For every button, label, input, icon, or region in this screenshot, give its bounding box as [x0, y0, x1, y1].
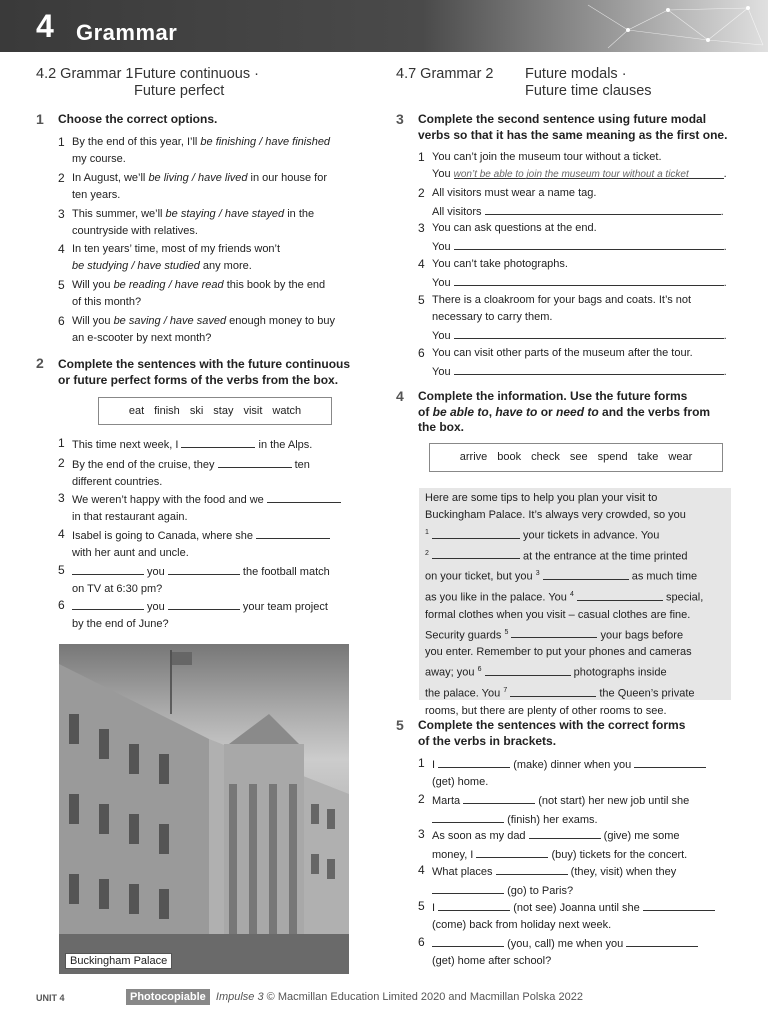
answer-blank[interactable] — [511, 625, 597, 638]
unit-number: 4 — [36, 8, 54, 44]
verb-box: arrive book check see spend take wear — [429, 443, 723, 472]
answer-blank[interactable] — [432, 526, 520, 539]
answer-blank[interactable] — [72, 562, 144, 575]
answer-blank[interactable] — [476, 845, 548, 858]
right-section-heading: 4.7 Grammar 2 Future modals · Future time clauses — [396, 66, 652, 99]
answer-blank[interactable] — [432, 881, 504, 894]
answer-blank[interactable] — [432, 546, 520, 559]
photo-caption: Buckingham Palace — [65, 953, 172, 969]
answer-blank[interactable] — [485, 202, 721, 215]
answer-blank[interactable] — [267, 490, 341, 503]
palace-illustration-icon — [59, 644, 349, 974]
answer-blank[interactable] — [577, 588, 663, 601]
answer-blank[interactable] — [529, 826, 601, 839]
exercise-2-number: 2 — [36, 355, 44, 371]
answer-blank[interactable] — [543, 567, 629, 580]
answer-blank[interactable] — [181, 435, 255, 448]
page-title: Grammar — [76, 20, 178, 45]
network-decoration-icon — [568, 0, 768, 52]
exercise-3-instruction: Complete the second sentence using future modal verbs so that it has the same meaning as the first one. — [418, 112, 728, 142]
answer-blank[interactable] — [256, 526, 330, 539]
exercise-5-instruction: Complete the sentences with the correct forms of the verbs in brackets. — [418, 718, 686, 748]
exercise-1-instruction: Choose the correct options. — [58, 112, 218, 126]
exercise-1-number: 1 — [36, 111, 44, 127]
left-section-heading: 4.2 Grammar 1Future continuous · Future perfect — [36, 66, 259, 99]
answer-blank[interactable] — [510, 684, 596, 697]
footer-copyright: Photocopiable Impulse 3 © Macmillan Education Limited 2020 and Macmillan Polska 2022 — [126, 991, 583, 1003]
answer-blank[interactable] — [72, 597, 144, 610]
exercise-4-instruction: Complete the information. Use the future forms of be able to, have to or need to and the verbs from the box. — [418, 389, 711, 434]
answer-blank[interactable] — [454, 273, 724, 286]
footer-unit: UNIT 4 — [36, 993, 65, 1003]
answer-blank[interactable] — [168, 597, 240, 610]
verb-box: eat finish ski stay visit watch — [98, 397, 332, 425]
photocopiable-badge: Photocopiable — [126, 989, 210, 1005]
exercise-5-number: 5 — [396, 717, 404, 733]
answer-blank[interactable] — [218, 455, 292, 468]
answer-blank[interactable] — [432, 934, 504, 947]
answer-blank[interactable] — [634, 755, 706, 768]
answer-blank[interactable] — [463, 791, 535, 804]
answer-blank[interactable] — [485, 663, 571, 676]
exercise-3-number: 3 — [396, 111, 404, 127]
tips-text-box: Here are some tips to help you plan your visit to Buckingham Palace. It’s always very crowded, so you $^1$ your tickets in advance. You $^2$ at the entrance at the time printed on your ticket, but you $^3$ as much time as you like in the palace. You $^4$ special, formal clothes when you visit – casual clothes are fine. Security guards $^5$ your bags before you enter. Remember to put your phones and cameras away; you $^6$ photographs inside the palace. You $^7$ the Queen’s private rooms, but there are plenty of other rooms to see. — [419, 488, 731, 700]
answer-blank[interactable] — [454, 237, 724, 250]
answer-blank[interactable]: won’t be able to join the museum tour without a ticket — [454, 166, 724, 179]
answer-blank[interactable] — [438, 898, 510, 911]
answer-blank[interactable] — [432, 810, 504, 823]
answer-blank[interactable] — [626, 934, 698, 947]
exercise-4-number: 4 — [396, 388, 404, 404]
answer-blank[interactable] — [454, 362, 724, 375]
answer-blank[interactable] — [168, 562, 240, 575]
page-header — [0, 0, 768, 52]
exercise-2-instruction: Complete the sentences with the future continuous or future perfect forms of the verbs from the box. — [58, 357, 351, 387]
answer-blank[interactable] — [643, 898, 715, 911]
buckingham-palace-photo — [59, 644, 349, 974]
answer-blank[interactable] — [454, 326, 724, 339]
answer-blank[interactable] — [496, 862, 568, 875]
answer-blank[interactable] — [438, 755, 510, 768]
